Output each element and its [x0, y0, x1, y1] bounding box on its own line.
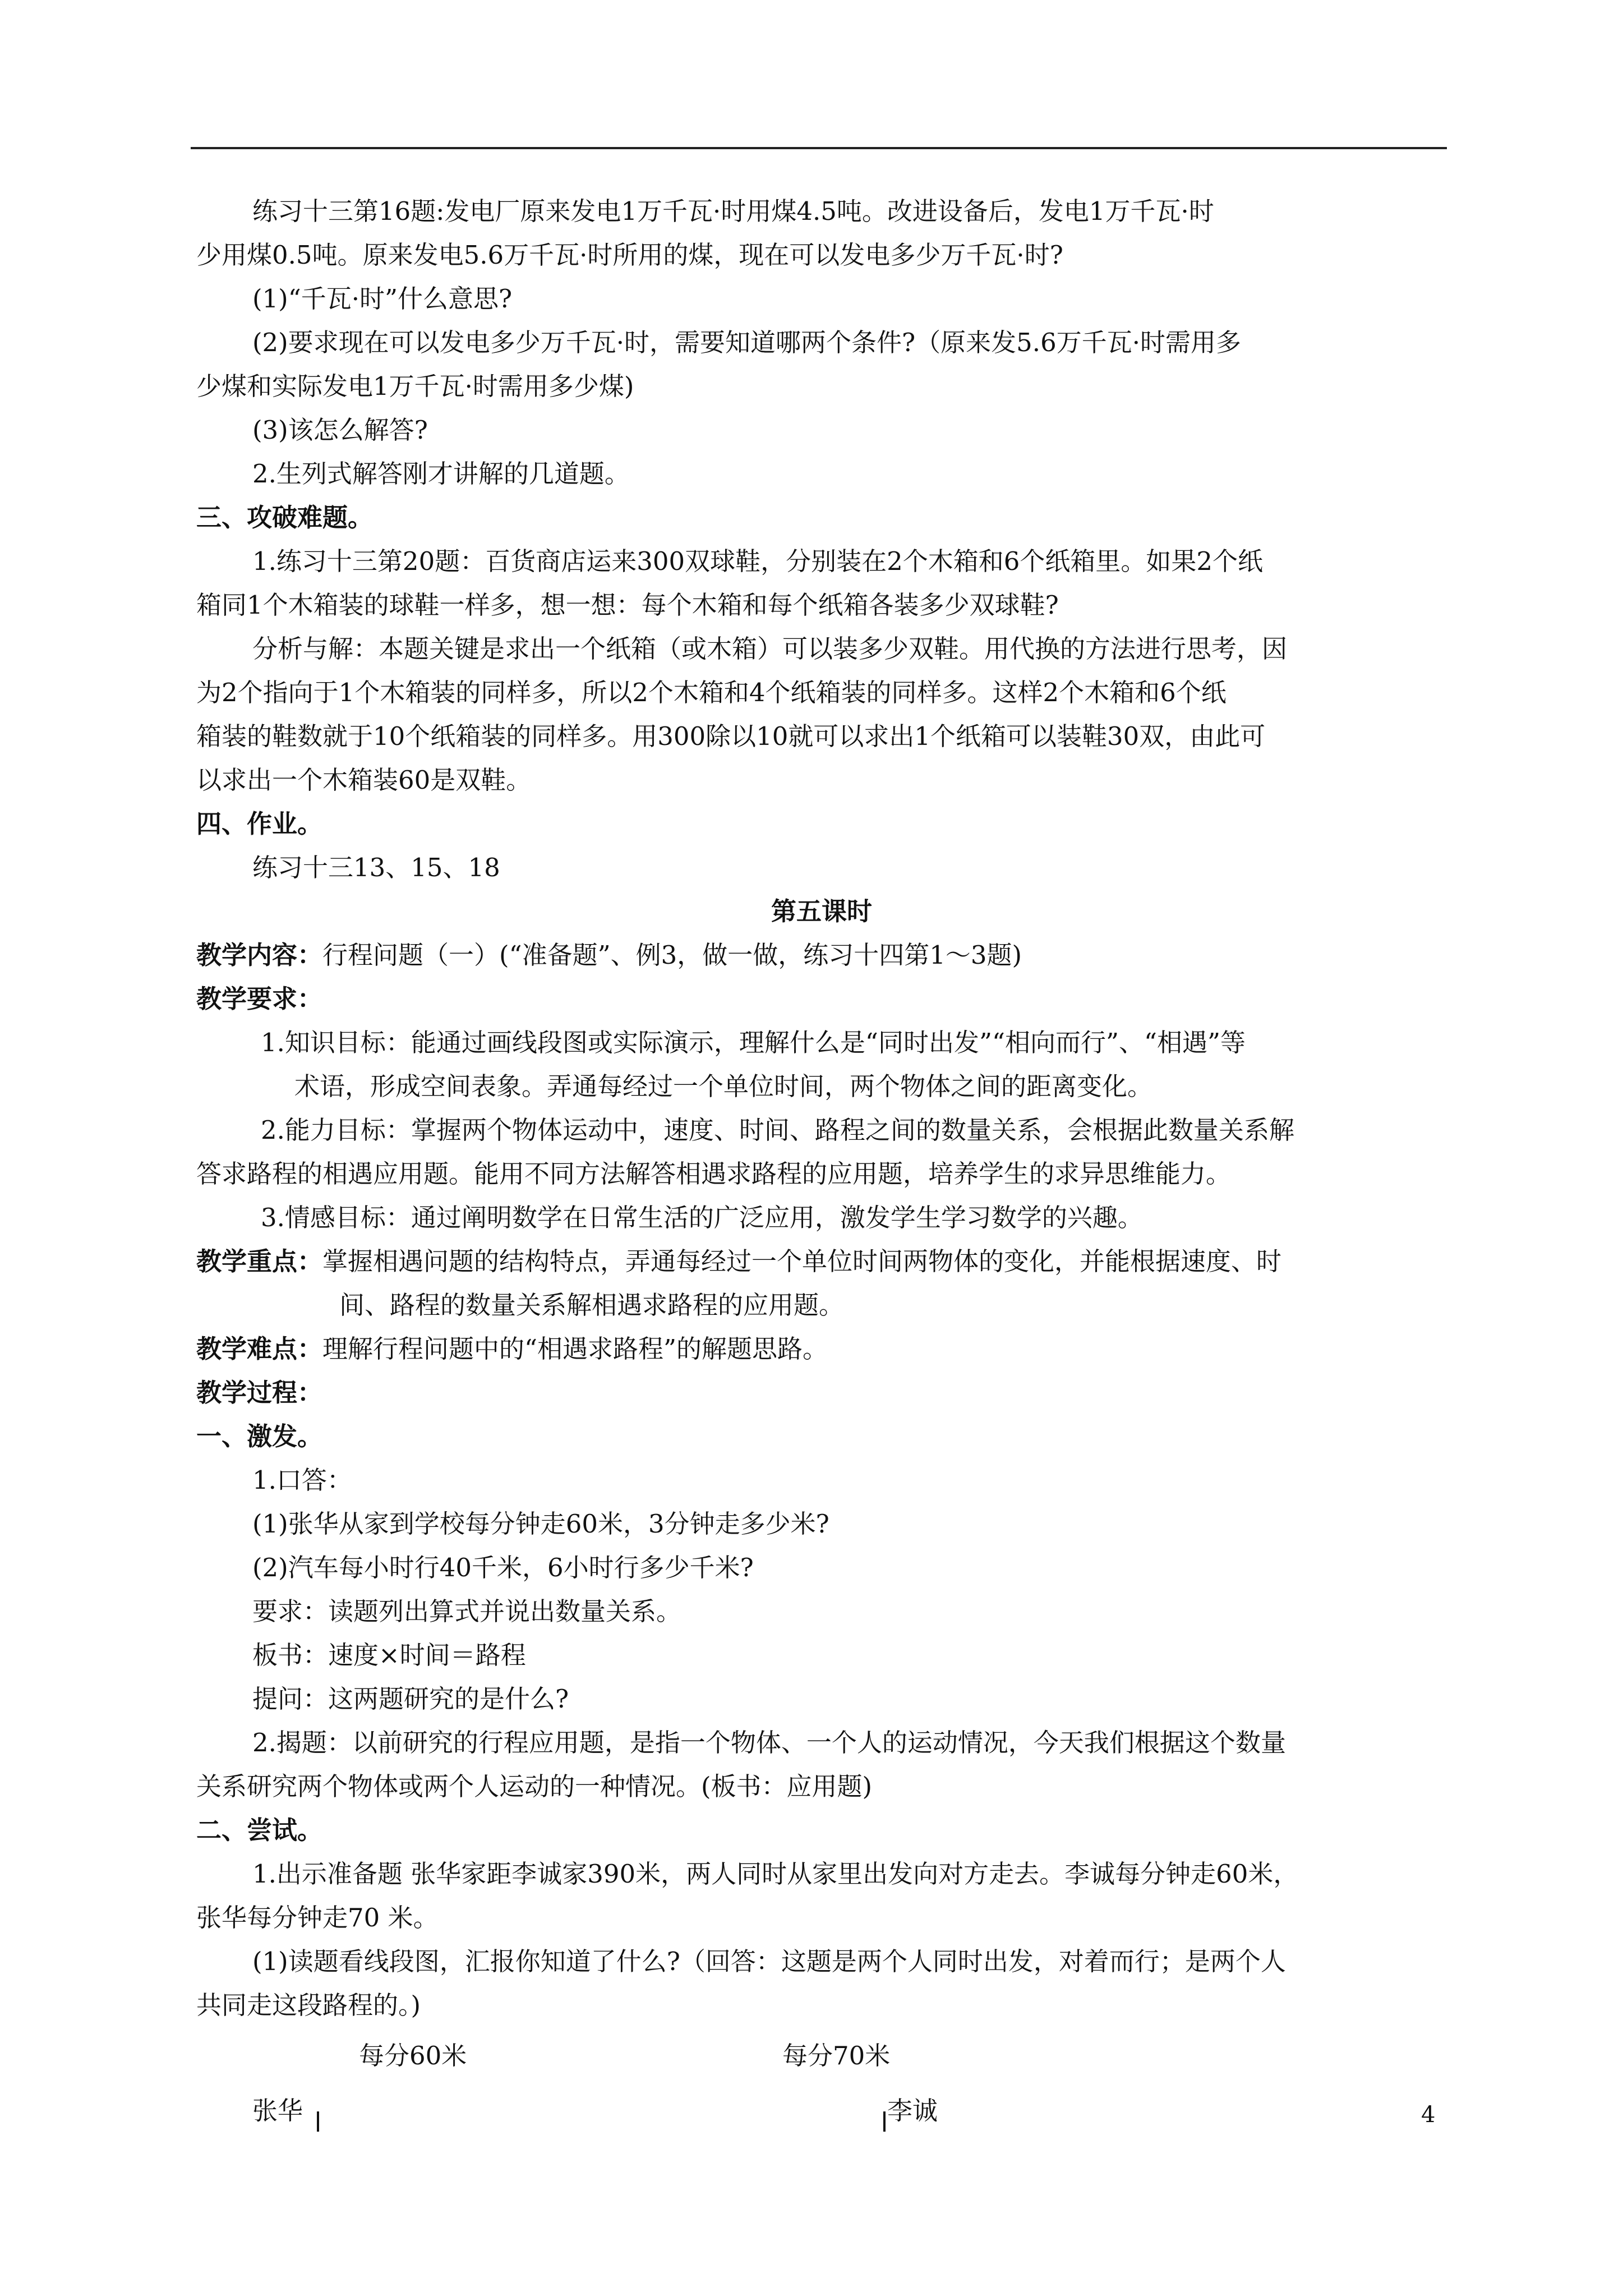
- text-line: 少用煤0.5吨。原来发电5.6万千瓦·时所用的煤，现在可以发电多少万千瓦·时?: [196, 240, 1063, 270]
- text-line: 1.练习十三第20题：百货商店运来300双球鞋，分别装在2个木箱和6个纸箱里。如果2个纸: [252, 546, 1263, 576]
- speed-label-right: 每分70米: [782, 2041, 891, 2070]
- name-label-left: 张华: [252, 2096, 303, 2125]
- text-line: (3)该怎么解答?: [252, 415, 428, 445]
- section-heading: 三、攻破难题。: [196, 503, 374, 532]
- text-line: 箱同1个木箱装的球鞋一样多，想一想：每个木箱和每个纸箱各装多少双球鞋?: [196, 590, 1059, 620]
- text-line: 教学难点：理解行程问题中的“相遇求路程”的解题思路。: [196, 1334, 828, 1364]
- page-number: 4: [1421, 2102, 1436, 2128]
- label-teaching-difficulty: 教学难点：: [196, 1334, 323, 1364]
- text-line: (1)读题看线段图，汇报你知道了什么?（回答：这题是两个人同时出发，对着而行；是两个人: [252, 1947, 1286, 1976]
- text-line: 提问：这两题研究的是什么?: [252, 1684, 569, 1714]
- label-teaching-focus: 教学重点：: [196, 1246, 323, 1276]
- text-line: (2)汽车每小时行40千米，6小时行多少千米?: [252, 1553, 754, 1582]
- text-line: 少煤和实际发电1万千瓦·时需用多少煤): [196, 371, 634, 401]
- section-heading: 二、尝试。: [196, 1815, 323, 1845]
- text-line: (1)张华从家到学校每分钟走60米，3分钟走多少米?: [252, 1509, 829, 1539]
- segment-end-tick: [883, 2111, 886, 2132]
- section-heading: 一、激发。: [196, 1421, 323, 1451]
- text-line: 板书：速度×时间＝路程: [252, 1640, 526, 1670]
- text-line: 间、路程的数量关系解相遇求路程的应用题。: [339, 1290, 845, 1320]
- text-line: 1.知识目标：能通过画线段图或实际演示，理解什么是“同时出发”“相向而行”、“相遇”等: [261, 1028, 1246, 1057]
- text-line: 答求路程的相遇应用题。能用不同方法解答相遇求路程的应用题，培养学生的求异思维能力。: [196, 1159, 1232, 1189]
- header-rule: [191, 147, 1447, 149]
- text-line: 教学内容：行程问题（一）(“准备题”、例3，做一做，练习十四第1～3题): [196, 940, 1022, 970]
- text-line: 为2个指向于1个木箱装的同样多，所以2个木箱和4个纸箱装的同样多。这样2个木箱和6个纸: [196, 678, 1227, 707]
- section-heading: 四、作业。: [196, 809, 323, 839]
- text-line: 教学重点：掌握相遇问题的结构特点，弄通每经过一个单位时间两物体的变化，并能根据速度、时: [196, 1246, 1282, 1276]
- line-segment-diagram: [196, 2027, 1447, 2145]
- text-line: 2.生列式解答刚才讲解的几道题。: [252, 459, 630, 489]
- text-line: 张华每分钟走70 米。: [196, 1903, 439, 1932]
- text-line: 3.情感目标：通过阐明数学在日常生活的广泛应用，激发学生学习数学的兴趣。: [261, 1203, 1143, 1232]
- label-teaching-requirements: 教学要求：: [196, 984, 323, 1014]
- name-label-right: 李诚: [887, 2096, 938, 2125]
- label-teaching-content: 教学内容：: [196, 940, 323, 970]
- text-line: 以求出一个木箱装60是双鞋。: [196, 765, 532, 795]
- text-line: 箱装的鞋数就于10个纸箱装的同样多。用300除以10就可以求出1个纸箱可以装鞋30双，由此可: [196, 721, 1266, 751]
- segment-start-tick: [317, 2111, 319, 2132]
- text-line: 关系研究两个物体或两个人运动的一种情况。(板书：应用题): [196, 1772, 873, 1801]
- label-teaching-process: 教学过程：: [196, 1378, 323, 1407]
- text-line: 1.口答：: [252, 1465, 352, 1495]
- text-line: 练习十三第16题:发电厂原来发电1万千瓦·时用煤4.5吨。改进设备后，发电1万千瓦·时: [252, 196, 1214, 226]
- text-line: 2.揭题：以前研究的行程应用题，是指一个物体、一个人的运动情况，今天我们根据这个数量: [252, 1728, 1286, 1757]
- text-line: 2.能力目标：掌握两个物体运动中，速度、时间、路程之间的数量关系，会根据此数量关系解: [261, 1115, 1294, 1145]
- text-line: (1)“千瓦·时”什么意思?: [252, 284, 513, 314]
- text-line: (2)要求现在可以发电多少万千瓦·时，需要知道哪两个条件?（原来发5.6万千瓦·时需用多: [252, 328, 1242, 357]
- text-line: 分析与解：本题关键是求出一个纸箱（或木箱）可以装多少双鞋。用代换的方法进行思考，因: [252, 634, 1288, 664]
- speed-label-left: 每分60米: [359, 2041, 467, 2070]
- page-content: [196, 190, 1447, 2145]
- text-line: 1.出示准备题 张华家距李诚家390米，两人同时从家里出发向对方走去。李诚每分钟走60米，: [252, 1859, 1299, 1889]
- text-line: 要求：读题列出算式并说出数量关系。: [252, 1596, 682, 1626]
- lesson-title: 第五课时: [771, 896, 872, 926]
- text-line: 共同走这段路程的。): [196, 1990, 421, 2020]
- text-line: 练习十三13、15、18: [252, 853, 500, 882]
- text-line: 术语，形成空间表象。弄通每经过一个单位时间，两个物体之间的距离变化。: [294, 1071, 1153, 1101]
